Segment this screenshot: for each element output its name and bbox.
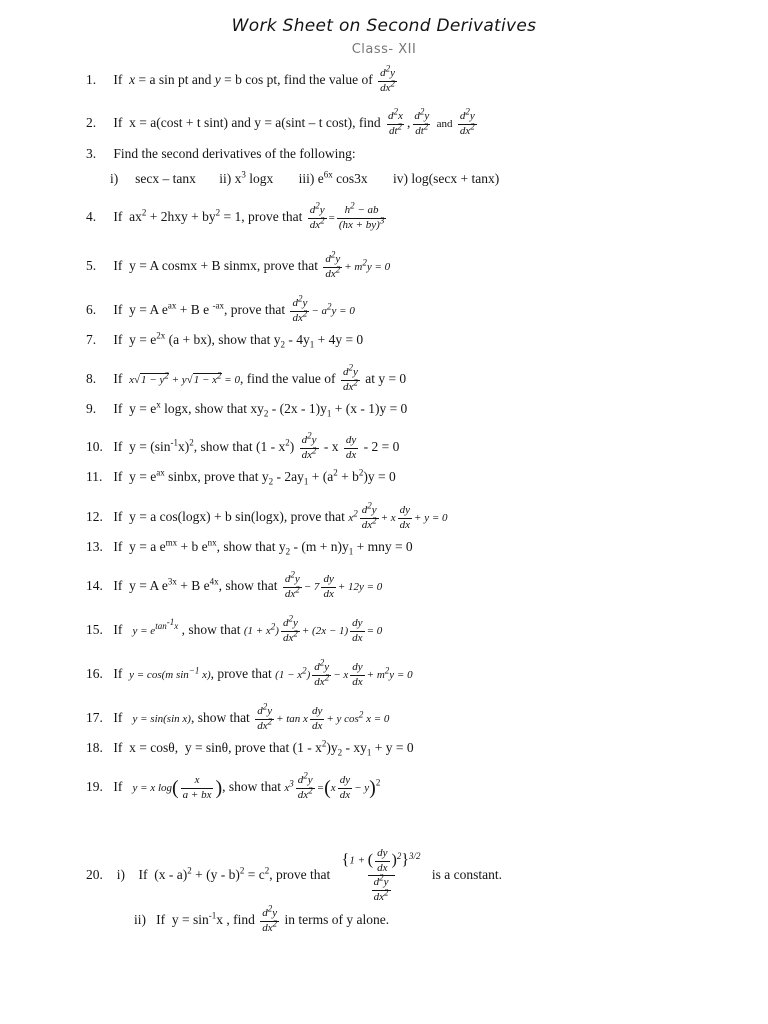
problem-20-i: 20. i) If $(x - a)^2 + (y - b)^2 = c^2$, prove that {1 + ( $\frac{dy}{dx}$ )$^2$}$^{3/2}$ $\frac{d^2y}{dx^2}$ is a constant.: [86, 847, 503, 903]
problem-15: 15. If $y = e^{tan^{-1}x}$ , show that $(1 + x^2)$ $\frac{d^2y}{dx^2}$ + (2x − 1) $\frac{dy}{dx}$ = 0: [86, 613, 383, 644]
problem-20-ii: ii) If $y = \sin^{-1}x$ , find $\frac{d^2y}{dx^2}$ in terms of y alone.: [134, 903, 390, 934]
problem-5: 5. If y = A cosmx + B sinmx, prove that $\frac{d^2y}{dx^2}$ + $m^2y = 0$: [86, 249, 391, 280]
problem-8: 8. If $x√1 - y^2 + y√1 - x^2 = 0$, find the value of $\frac{d^2y}{dx^2}$ at y = 0: [86, 362, 407, 393]
problem-10: 10. If $y = (\sin^{-1}x)^2$, show that $(1 - x^2)$ $\frac{d^2y}{dx^2}$ - x $\frac{dy}{dx}$ - 2 = 0: [86, 430, 400, 461]
problem-13: 13. If y = a $e^{mx} + b$ $e^{nx}$, show that $y_2 - (m + n)y_1$ + mny = 0: [86, 537, 413, 557]
problem-14: 14. If y = A $e^{3x} + B$ $e^{4x}$, show that $\frac{d^2y}{dx^2}$ − 7 $\frac{dy}{dx}$ + 12y = 0: [86, 569, 383, 600]
problem-12: 12. If y = a cos(logx) + b sin(logx), prove that $x^2$ $\frac{d^2y}{dx^2}$ + x $\frac{dy}{dx}$ + y = 0: [86, 500, 448, 531]
problem-11: 11. If $y = e^{ax}$ sinbx, prove that $y_2 - 2ay_1 + (a^2 + b^2)y = 0$: [86, 467, 396, 487]
page-title: Work Sheet on Second Derivatives: [231, 16, 537, 36]
problem-6: 6. If y = A $e^{ax} + B$ e $^{-ax}$, prove that $\frac{d^2y}{dx^2}$ − $a^2y = 0$: [86, 293, 355, 324]
problem-17: 17. If y = sin(sin x), show that $\frac{d^2y}{dx^2}$ + tan x $\frac{dy}{dx}$ + y $\cos^2 x = 0$: [86, 701, 390, 732]
problem-2: 2. If x = a(cost + t sint) and y = a(sint – t cost), find $\frac{d^2x}{dt^2}$ , $\frac{d^2y}{dt^2}$ and $\frac{d^2y}{dx^2}$: [86, 106, 475, 137]
problem-18: 18. If x = cosθ, y = sinθ, prove that $(1 - x^2)y_2 - xy_1 + y = 0$: [86, 738, 414, 758]
problem-16: 16. If y = cos(m $\sin^{-1} x$), prove that $(1 - x^2)$ $\frac{d^2y}{dx^2}$ − x $\frac{dy}{dx}$ + $m^2y = 0$: [86, 657, 413, 688]
problem-1: 1. If x = a sin pt and y = b cos pt, find the value of $\frac{d^2y}{dx^2}$: [86, 63, 395, 94]
problem-9: 9. If $y = e^x$ logx, show that $xy_2 - (2x - 1)y_1 + (x - 1)y = 0$: [86, 399, 408, 419]
problem-7: 7. If $y = e^{2x}$ (a + bx), show that $y_2 - 4y_1 + 4y = 0$: [86, 330, 364, 350]
problem-3-parts: i) secx – tanx ii) $x^3$ logx iii) $e^{6x}$ cos3x iv) log(secx + tanx): [110, 169, 500, 186]
problem-3: 3. Find the second derivatives of the following:: [86, 146, 356, 161]
problem-4: 4. If $ax^2 + 2hxy + by^2 = 1$, prove that $\frac{d^2y}{dx^2}$ = $\frac{h^2 - ab}{(hx + by)^3}$: [86, 200, 385, 231]
page-subtitle: Class- XII: [351, 42, 417, 57]
problem-19: 19. If y = x log( $\frac{x}{a + bx}$ ), show that $x^3$ $\frac{d^2y}{dx^2}$ =(x $\frac{dy}{dx}$ − y)$^2$: [86, 770, 381, 801]
